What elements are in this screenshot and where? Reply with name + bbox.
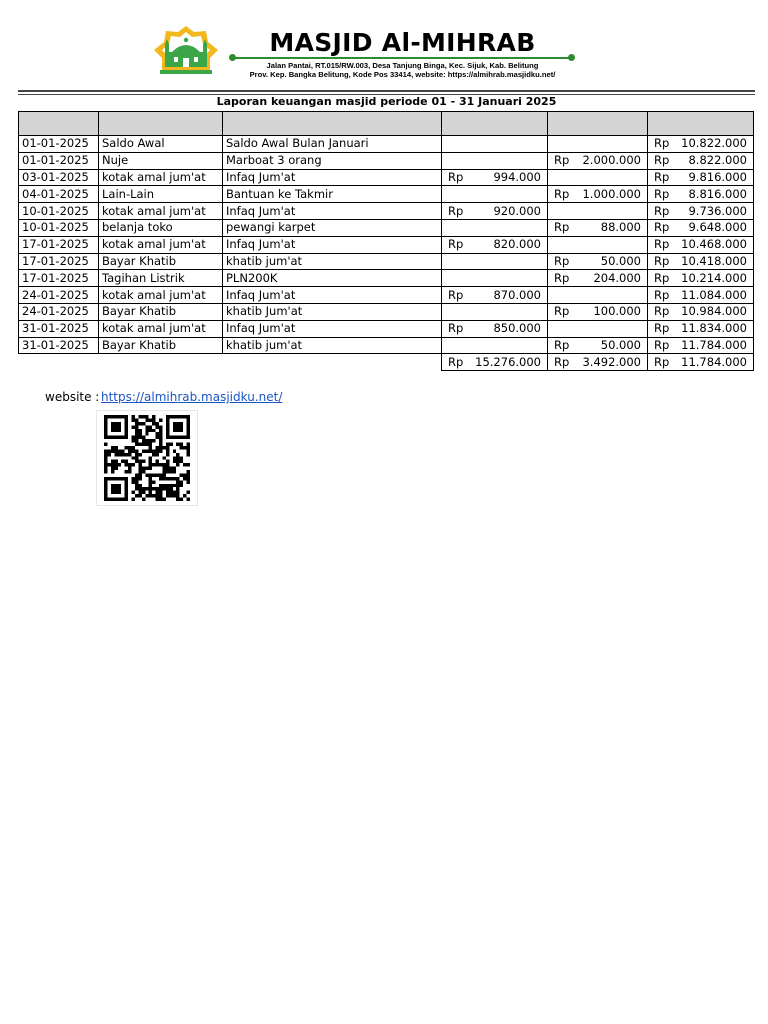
cell-balance	[648, 236, 754, 253]
totals-spacer	[19, 354, 99, 371]
currency-label: Rp	[448, 354, 464, 369]
cell-balance	[648, 303, 754, 320]
cell-balance-content	[651, 321, 750, 336]
cell-income-content	[445, 237, 544, 252]
amount-value: 820.000	[493, 237, 541, 252]
cell-balance-content	[651, 170, 750, 185]
total-income	[442, 354, 548, 371]
cell-expense	[548, 203, 648, 220]
currency-label: Rp	[654, 304, 670, 319]
cell-balance	[648, 270, 754, 287]
table-row	[19, 270, 754, 287]
currency-label: Rp	[554, 354, 570, 369]
table-row	[19, 337, 754, 354]
cell-expense	[548, 337, 648, 354]
cell-description: Infaq Jum'at	[223, 169, 442, 186]
total-balance	[648, 354, 754, 371]
currency-label: Rp	[654, 186, 670, 201]
mosque-logo	[150, 24, 222, 78]
currency-label: Rp	[654, 337, 670, 352]
amount-value: 850.000	[493, 321, 541, 336]
currency-label: Rp	[654, 136, 670, 151]
table-row	[19, 169, 754, 186]
table-row	[19, 203, 754, 220]
cell-balance	[648, 253, 754, 270]
cell-income	[442, 253, 548, 270]
cell-category: Nuje	[99, 152, 223, 169]
cell-date: 17-01-2025	[19, 270, 99, 287]
table-row	[19, 287, 754, 304]
address-line-2: Prov. Kep. Bangka Belitung, Kode Pos 33414, website: https://almihrab.masjidku.net/	[249, 70, 556, 79]
cell-balance-content	[651, 153, 750, 168]
amount-value: 10.468.000	[681, 237, 747, 252]
cell-date: 10-01-2025	[19, 203, 99, 220]
cell-income	[442, 236, 548, 253]
header-cell-category	[99, 112, 223, 136]
cell-income	[442, 287, 548, 304]
amount-value: 2.000.000	[582, 153, 641, 168]
currency-label: Rp	[554, 153, 570, 168]
cell-description: Infaq Jum'at	[223, 203, 442, 220]
cell-expense-content	[551, 304, 644, 319]
cell-income	[442, 303, 548, 320]
cell-category: Bayar Khatib	[99, 303, 223, 320]
amount-value: 9.648.000	[688, 220, 747, 235]
currency-label: Rp	[554, 220, 570, 235]
cell-expense-content	[551, 254, 644, 269]
cell-category: belanja toko	[99, 219, 223, 236]
amount-value: 100.000	[593, 304, 641, 319]
cell-description: Infaq Jum'at	[223, 320, 442, 337]
divider-dot-left	[229, 54, 236, 61]
cell-description: PLN200K	[223, 270, 442, 287]
cell-description: Saldo Awal Bulan Januari	[223, 136, 442, 153]
amount-value: 8.816.000	[688, 186, 747, 201]
cell-description: Infaq Jum'at	[223, 287, 442, 304]
total-expense-content	[551, 355, 644, 370]
total-balance-content	[651, 355, 750, 370]
amount-value: 88.000	[600, 220, 641, 235]
cell-balance-content	[651, 338, 750, 353]
amount-value: 10.214.000	[681, 270, 747, 285]
cell-balance-content	[651, 237, 750, 252]
currency-label: Rp	[654, 237, 670, 252]
amount-value: 11.784.000	[681, 337, 747, 352]
table-row	[19, 320, 754, 337]
amount-value: 3.492.000	[582, 354, 641, 369]
cell-expense	[548, 219, 648, 236]
cell-expense	[548, 236, 648, 253]
cell-income	[442, 337, 548, 354]
cell-description: Bantuan ke Takmir	[223, 186, 442, 203]
cell-date: 31-01-2025	[19, 337, 99, 354]
amount-value: 994.000	[493, 169, 541, 184]
cell-category: kotak amal jum'at	[99, 203, 223, 220]
amount-value: 11.834.000	[681, 321, 747, 336]
cell-description: Infaq Jum'at	[223, 236, 442, 253]
cell-balance	[648, 203, 754, 220]
currency-label: Rp	[554, 270, 570, 285]
table-row	[19, 219, 754, 236]
currency-label: Rp	[554, 337, 570, 352]
header-cell-date	[19, 112, 99, 136]
cell-balance-content	[651, 187, 750, 202]
amount-value: 9.816.000	[688, 169, 747, 184]
cell-balance	[648, 186, 754, 203]
cell-balance-content	[651, 204, 750, 219]
currency-label: Rp	[448, 237, 464, 252]
header-cell-balance	[648, 112, 754, 136]
cell-income	[442, 320, 548, 337]
currency-label: Rp	[448, 169, 464, 184]
cell-date: 01-01-2025	[19, 136, 99, 153]
cell-date: 03-01-2025	[19, 169, 99, 186]
cell-balance	[648, 136, 754, 153]
cell-expense-content	[551, 220, 644, 235]
cell-income	[442, 169, 548, 186]
cell-income-content	[445, 321, 544, 336]
cell-balance-content	[651, 288, 750, 303]
totals-spacer	[99, 354, 223, 371]
cell-income	[442, 270, 548, 287]
cell-expense-content	[551, 271, 644, 286]
cell-expense	[548, 186, 648, 203]
cell-date: 31-01-2025	[19, 320, 99, 337]
cell-income-content	[445, 204, 544, 219]
website-label: website :	[45, 390, 100, 404]
divider-dot-right	[568, 54, 575, 61]
cell-expense-content	[551, 338, 644, 353]
currency-label: Rp	[448, 287, 464, 302]
cell-expense	[548, 270, 648, 287]
cell-description: khatib jum'at	[223, 253, 442, 270]
amount-value: 920.000	[493, 203, 541, 218]
amount-value: 10.418.000	[681, 253, 747, 268]
cell-date: 17-01-2025	[19, 253, 99, 270]
currency-label: Rp	[654, 169, 670, 184]
currency-label: Rp	[654, 220, 670, 235]
cell-description: Marboat 3 orang	[223, 152, 442, 169]
cell-balance	[648, 287, 754, 304]
qr-code	[96, 410, 198, 506]
cell-expense	[548, 287, 648, 304]
cell-expense	[548, 152, 648, 169]
cell-category: kotak amal jum'at	[99, 169, 223, 186]
ledger-table	[18, 111, 754, 371]
cell-category: Bayar Khatib	[99, 253, 223, 270]
cell-expense	[548, 253, 648, 270]
total-expense	[548, 354, 648, 371]
cell-balance-content	[651, 271, 750, 286]
cell-expense-content	[551, 153, 644, 168]
header-cell-income	[442, 112, 548, 136]
currency-label: Rp	[654, 253, 670, 268]
mosque-icon	[150, 24, 222, 78]
amount-value: 1.000.000	[582, 186, 641, 201]
cell-income	[442, 186, 548, 203]
cell-income	[442, 203, 548, 220]
cell-balance	[648, 320, 754, 337]
cell-balance-content	[651, 254, 750, 269]
cell-category: Lain-Lain	[99, 186, 223, 203]
amount-value: 9.736.000	[688, 203, 747, 218]
amount-value: 10.822.000	[681, 136, 747, 151]
amount-value: 11.784.000	[681, 354, 747, 369]
cell-description: khatib jum'at	[223, 337, 442, 354]
amount-value: 8.822.000	[688, 153, 747, 168]
cell-balance-content	[651, 220, 750, 235]
cell-category: Bayar Khatib	[99, 337, 223, 354]
amount-value: 50.000	[600, 337, 641, 352]
currency-label: Rp	[554, 253, 570, 268]
cell-category: kotak amal jum'at	[99, 320, 223, 337]
cell-category: kotak amal jum'at	[99, 287, 223, 304]
cell-expense	[548, 320, 648, 337]
cell-category: Saldo Awal	[99, 136, 223, 153]
header-cell-description	[223, 112, 442, 136]
table-row	[19, 303, 754, 320]
cell-description: pewangi karpet	[223, 219, 442, 236]
currency-label: Rp	[654, 153, 670, 168]
header-rule-top	[18, 90, 755, 92]
address-line-1: Jalan Pantai, RT.015/RW.003, Desa Tanjung Binga, Kec. Sijuk, Kab. Belitung	[266, 61, 539, 70]
cell-balance-content	[651, 136, 750, 151]
table-row	[19, 186, 754, 203]
cell-balance	[648, 169, 754, 186]
currency-label: Rp	[654, 354, 670, 369]
amount-value: 870.000	[493, 287, 541, 302]
cell-income-content	[445, 288, 544, 303]
cell-date: 24-01-2025	[19, 303, 99, 320]
cell-expense	[548, 169, 648, 186]
mosque-name: MASJID Al-MIHRAB	[269, 28, 536, 57]
cell-income	[442, 136, 548, 153]
currency-label: Rp	[448, 321, 464, 336]
table-row	[19, 236, 754, 253]
totals-row	[19, 354, 754, 371]
table-header-row	[19, 112, 754, 136]
header-cell-expense	[548, 112, 648, 136]
currency-label: Rp	[554, 304, 570, 319]
table-row	[19, 253, 754, 270]
cell-expense	[548, 303, 648, 320]
amount-value: 50.000	[600, 253, 641, 268]
table-row	[19, 152, 754, 169]
cell-income-content	[445, 170, 544, 185]
qr-code-icon	[102, 415, 192, 501]
currency-label: Rp	[654, 287, 670, 302]
cell-income	[442, 219, 548, 236]
cell-date: 10-01-2025	[19, 219, 99, 236]
cell-date: 01-01-2025	[19, 152, 99, 169]
report-title: Laporan keuangan masjid periode 01 - 31 Januari 2025	[216, 95, 557, 108]
currency-label: Rp	[554, 186, 570, 201]
amount-value: 204.000	[593, 270, 641, 285]
total-income-content	[445, 355, 544, 370]
amount-value: 15.276.000	[475, 354, 541, 369]
website-link[interactable]: https://almihrab.masjidku.net/	[101, 390, 283, 404]
table-row	[19, 136, 754, 153]
currency-label: Rp	[448, 203, 464, 218]
currency-label: Rp	[654, 321, 670, 336]
cell-balance	[648, 219, 754, 236]
cell-expense	[548, 136, 648, 153]
cell-category: Tagihan Listrik	[99, 270, 223, 287]
cell-balance-content	[651, 304, 750, 319]
amount-value: 11.084.000	[681, 287, 747, 302]
cell-date: 24-01-2025	[19, 287, 99, 304]
currency-label: Rp	[654, 203, 670, 218]
cell-category: kotak amal jum'at	[99, 236, 223, 253]
currency-label: Rp	[654, 270, 670, 285]
amount-value: 10.984.000	[681, 304, 747, 319]
totals-spacer	[223, 354, 442, 371]
cell-balance	[648, 152, 754, 169]
title-divider	[232, 57, 572, 59]
cell-balance	[648, 337, 754, 354]
cell-income	[442, 152, 548, 169]
cell-description: khatib Jum'at	[223, 303, 442, 320]
cell-date: 17-01-2025	[19, 236, 99, 253]
cell-date: 04-01-2025	[19, 186, 99, 203]
cell-expense-content	[551, 187, 644, 202]
